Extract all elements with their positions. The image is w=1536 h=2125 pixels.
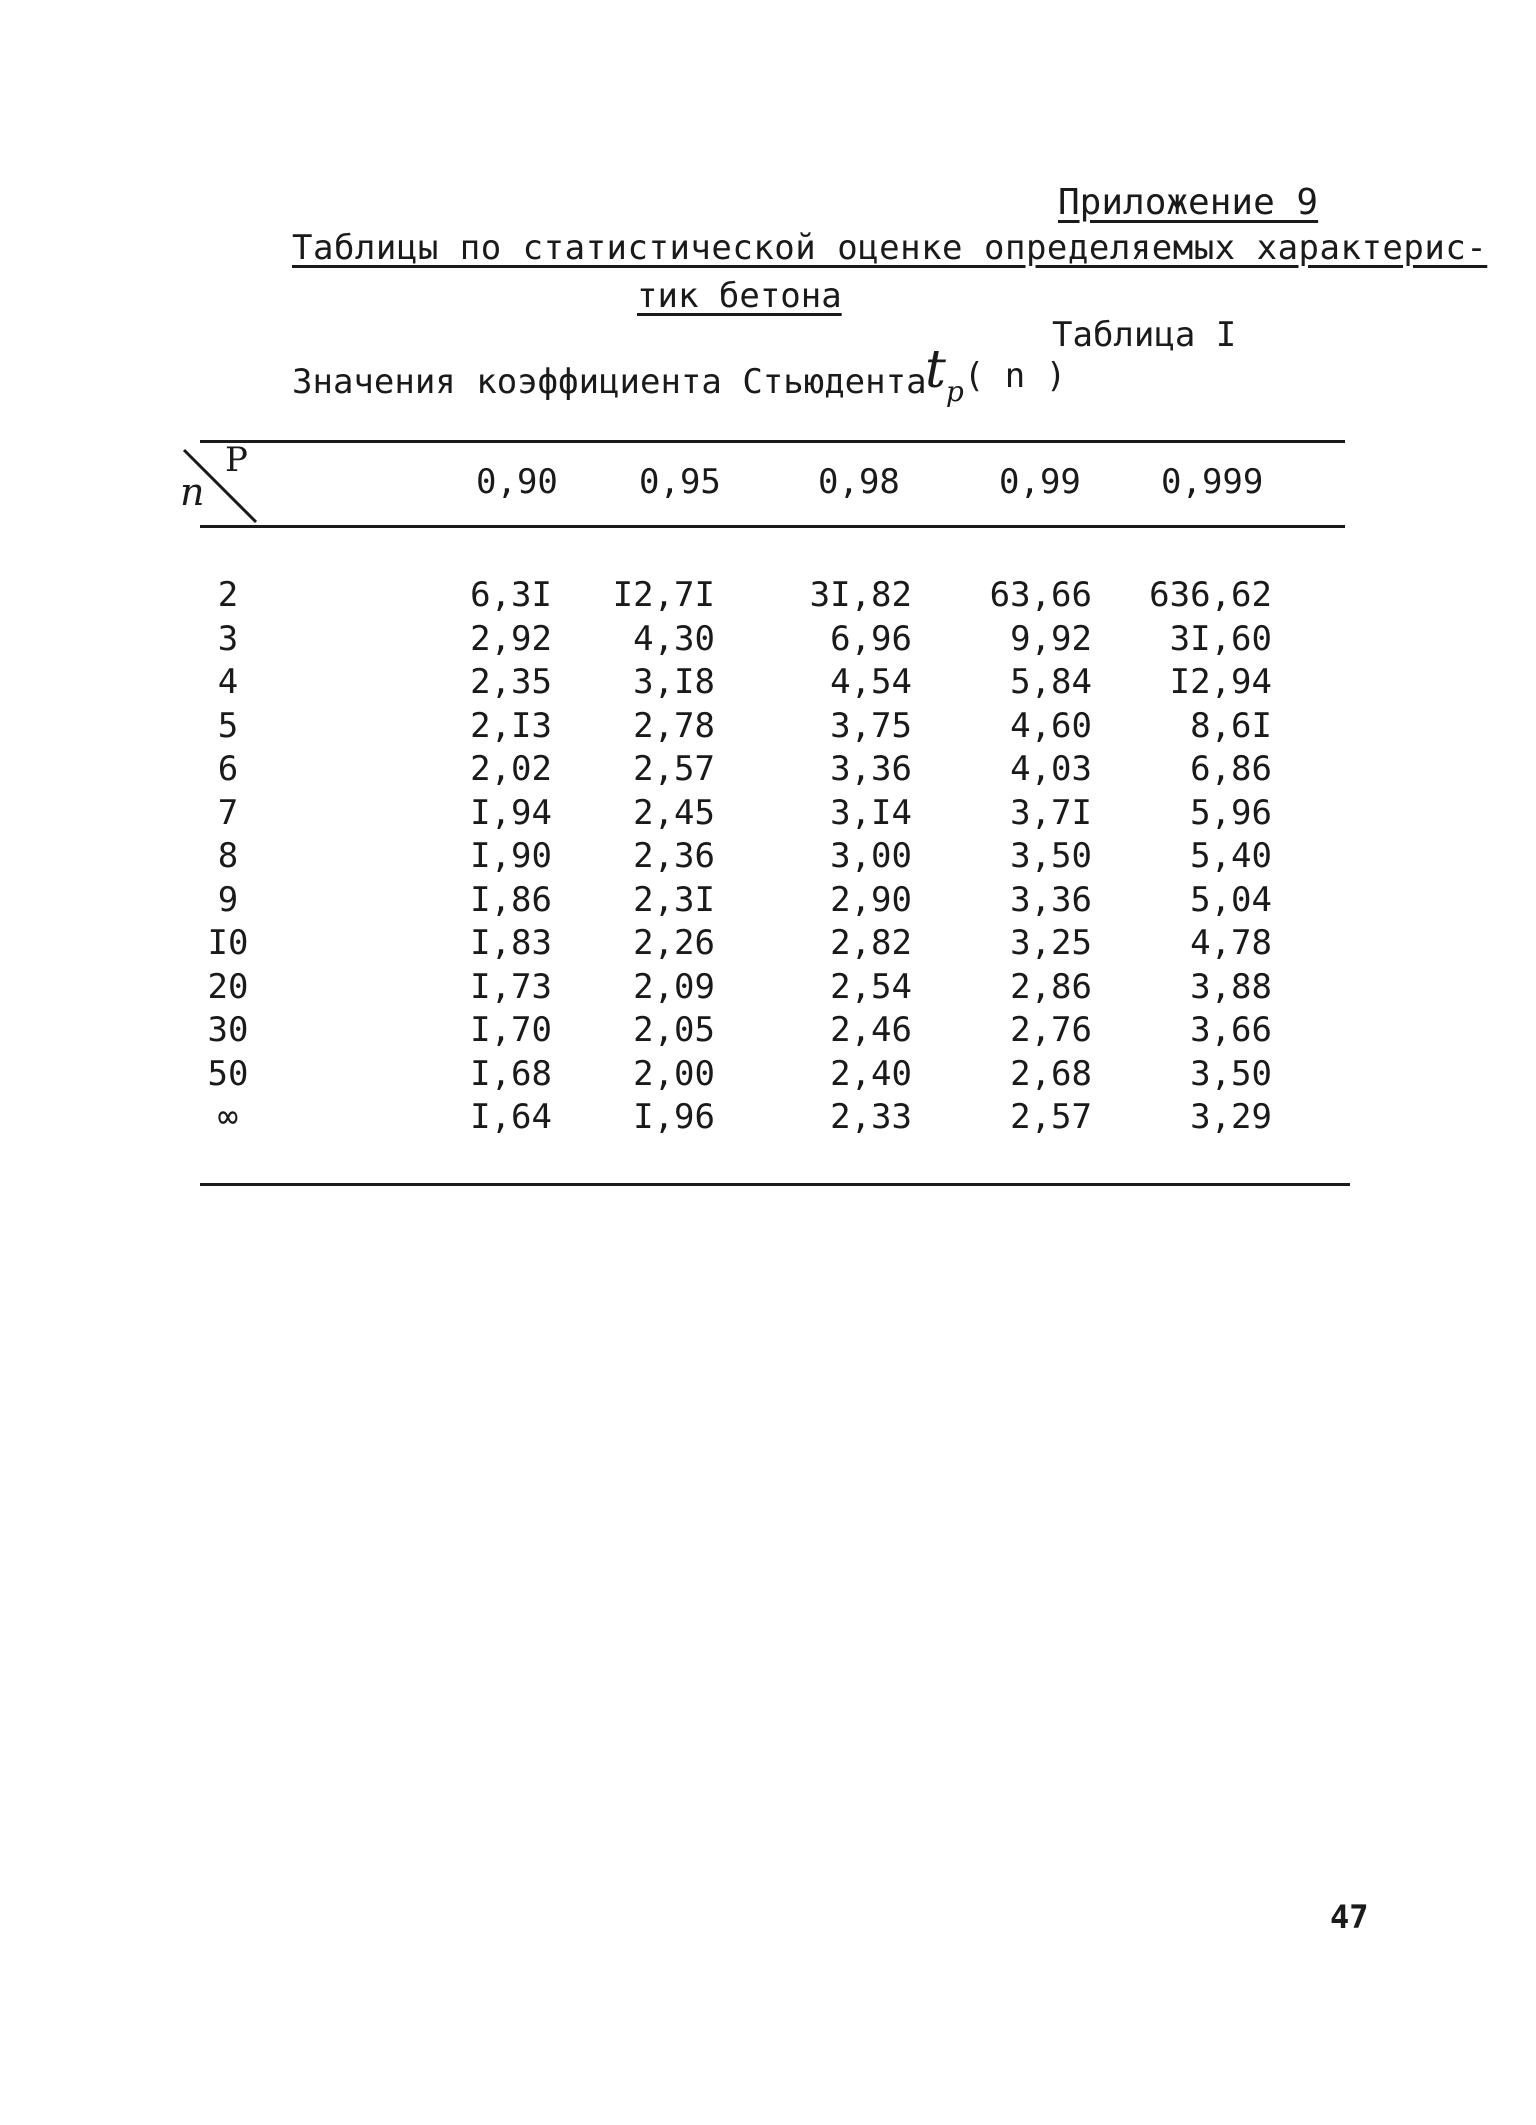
table-cell: 2,68 [1010, 1053, 1092, 1094]
table-cell: 2,36 [633, 836, 715, 876]
table-cell: I,73 [470, 966, 552, 1007]
row-label-n: 6 [217, 749, 239, 789]
table-cell: 3,36 [1010, 879, 1092, 920]
row-label-n: 2 [217, 575, 239, 615]
table-cell: I,68 [470, 1053, 552, 1094]
table-cell: 9,92 [1010, 618, 1092, 659]
corner-col-label: P [225, 440, 248, 480]
table-cell: I,64 [470, 1097, 552, 1137]
table-cell: 3,29 [1190, 1097, 1272, 1137]
table-cell: 3,25 [1010, 923, 1092, 963]
table-cell: 3,50 [1010, 836, 1092, 876]
table-cell: I2,7I [612, 575, 715, 615]
table-cell: 3,7I [1010, 792, 1092, 833]
table-cell: 636,62 [1149, 575, 1272, 615]
table-cell: 3,50 [1190, 1053, 1272, 1094]
table-cell: 3,36 [830, 749, 912, 789]
table-cell: 4,30 [633, 618, 715, 659]
table-cell: 3,I8 [633, 662, 715, 702]
row-label-n: 8 [217, 836, 239, 876]
table-cell: 5,04 [1190, 879, 1272, 920]
formula-subscript: p [945, 375, 964, 408]
table-cell: 4,03 [1010, 749, 1092, 789]
table-cell: 6,96 [830, 618, 912, 659]
column-header: 0,999 [1161, 462, 1264, 502]
row-label-n: 7 [217, 792, 239, 833]
table-cell: 5,96 [1190, 792, 1272, 833]
table-cell: 2,35 [470, 662, 552, 702]
table-cell: 3I,60 [1169, 618, 1272, 659]
table-cell: I,86 [470, 879, 552, 920]
table-cell: 6,86 [1190, 749, 1272, 789]
table-cell: 2,02 [470, 749, 552, 789]
table-cell: 2,57 [1010, 1097, 1092, 1137]
table-label: Таблица I [1052, 315, 1237, 355]
table-cell: 2,90 [830, 879, 912, 920]
table-cell: 2,26 [633, 923, 715, 963]
table-cell: 4,78 [1190, 923, 1272, 963]
row-label-n: I0 [207, 923, 249, 963]
table-cell: 2,09 [633, 966, 715, 1007]
table-cell: 3,00 [830, 836, 912, 876]
table-cell: I,96 [633, 1097, 715, 1137]
table-caption: Значения коэффициента Стьюдента [292, 362, 927, 402]
row-label-n: 9 [217, 879, 239, 920]
table-cell: 3,88 [1190, 966, 1272, 1007]
document-title-line-1: Таблицы по статистической оценке определяемых характерис- [292, 228, 1488, 268]
table-bottom-rule [200, 1183, 1350, 1186]
table-cell: 4,54 [830, 662, 912, 702]
table-cell: 2,82 [830, 923, 912, 963]
appendix-label: Приложение 9 [1058, 182, 1319, 223]
table-cell: 3,75 [830, 705, 912, 746]
table-cell: I,70 [470, 1010, 552, 1050]
table-top-rule [200, 440, 1345, 443]
table-cell: 2,57 [633, 749, 715, 789]
table-cell: 2,54 [830, 966, 912, 1007]
table-cell: 2,3I [633, 879, 715, 920]
row-label-n: 3 [217, 618, 239, 659]
table-cell: 6,3I [470, 575, 552, 615]
table-cell: I,83 [470, 923, 552, 963]
table-cell: I2,94 [1169, 662, 1272, 702]
table-cell: 2,46 [830, 1010, 912, 1050]
table-cell: 8,6I [1190, 705, 1272, 746]
formula-argument: ( n ) [963, 356, 1067, 396]
row-label-n: ∞ [217, 1097, 239, 1137]
corner-row-label: n [180, 470, 205, 514]
row-label-n: 50 [207, 1053, 249, 1094]
table-cell: 2,00 [633, 1053, 715, 1094]
table-header-rule [200, 525, 1345, 528]
column-header: 0,95 [639, 462, 721, 502]
table-cell: 2,45 [633, 792, 715, 833]
column-header: 0,98 [818, 462, 900, 502]
table-cell: 2,33 [830, 1097, 912, 1137]
row-label-n: 30 [207, 1010, 249, 1050]
table-cell: 5,40 [1190, 836, 1272, 876]
table-cell: 2,05 [633, 1010, 715, 1050]
formula [925, 340, 1066, 408]
formula-t: t [925, 340, 946, 400]
table-cell: 2,92 [470, 618, 552, 659]
table-cell: 2,86 [1010, 966, 1092, 1007]
table-cell: 2,40 [830, 1053, 912, 1094]
column-header: 0,99 [999, 462, 1081, 502]
document-title-line-2: тик бетона [637, 276, 842, 316]
table-cell: 3,66 [1190, 1010, 1272, 1050]
table-cell: 2,78 [633, 705, 715, 746]
table-cell: 5,84 [1010, 662, 1092, 702]
table-cell: 2,I3 [470, 705, 552, 746]
table-cell: 63,66 [989, 575, 1092, 615]
table-cell: 3,I4 [830, 792, 912, 833]
page-number: 47 [1330, 1898, 1369, 1936]
table-cell: I,90 [470, 836, 552, 876]
column-header: 0,90 [476, 462, 558, 502]
table-cell: I,94 [470, 792, 552, 833]
table-cell: 3I,82 [809, 575, 912, 615]
table-cell: 4,60 [1010, 705, 1092, 746]
table-cell: 2,76 [1010, 1010, 1092, 1050]
row-label-n: 4 [217, 662, 239, 702]
row-label-n: 20 [207, 966, 249, 1007]
row-label-n: 5 [217, 705, 239, 746]
